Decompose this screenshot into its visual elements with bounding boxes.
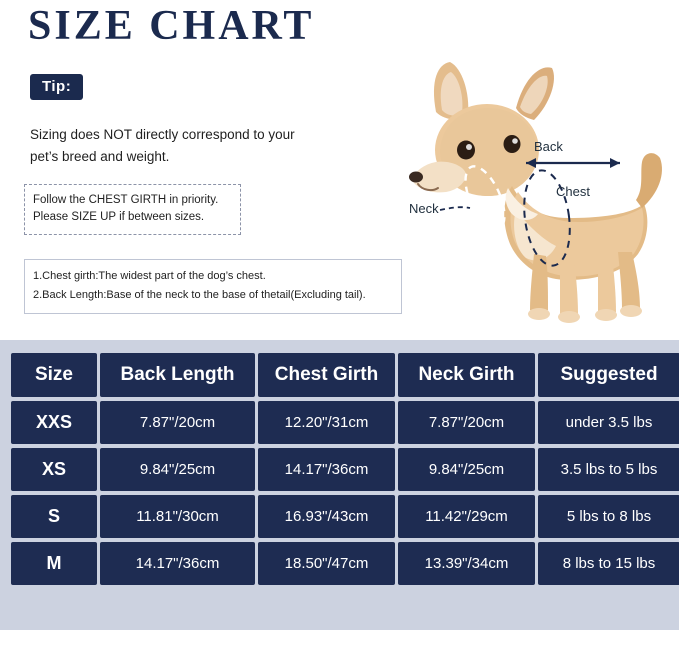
size-table <box>8 349 679 589</box>
column-header-suggested: Suggested <box>538 353 679 397</box>
priority-note-line-2: Please SIZE UP if between sizes. <box>33 211 205 223</box>
table-row <box>11 401 679 444</box>
cell-neck-girth: 9.84"/25cm <box>398 448 535 491</box>
definition-back-length: 2.Back Length:Base of the neck to the base of thetail(Excluding tail). <box>33 289 366 301</box>
label-chest: Chest <box>556 184 590 199</box>
cell-back-length: 7.87"/20cm <box>100 401 255 444</box>
cell-size: S <box>11 495 97 538</box>
priority-note-line-1: Follow the CHEST GIRTH in priority. <box>33 194 219 206</box>
tip-badge: Tip: <box>30 74 83 100</box>
cell-suggested: 3.5 lbs to 5 lbs <box>538 448 679 491</box>
cell-chest-girth: 18.50"/47cm <box>258 542 395 585</box>
cell-size: XS <box>11 448 97 491</box>
measurement-guides-icon <box>392 58 672 333</box>
cell-back-length: 9.84"/25cm <box>100 448 255 491</box>
table-row <box>11 448 679 491</box>
size-table-container <box>0 340 679 630</box>
tip-description-line-1: Sizing does NOT directly correspond to your <box>30 127 295 142</box>
page-title: SIZE CHART <box>28 3 315 49</box>
cell-neck-girth: 13.39"/34cm <box>398 542 535 585</box>
label-neck: Neck <box>409 201 439 216</box>
table-row <box>11 542 679 585</box>
tip-description <box>30 124 360 168</box>
column-header-back-length: Back Length <box>100 353 255 397</box>
table-row <box>11 495 679 538</box>
cell-suggested: 5 lbs to 8 lbs <box>538 495 679 538</box>
cell-size: XXS <box>11 401 97 444</box>
cell-chest-girth: 16.93"/43cm <box>258 495 395 538</box>
priority-note-box <box>24 184 241 235</box>
cell-neck-girth: 7.87"/20cm <box>398 401 535 444</box>
cell-back-length: 11.81"/30cm <box>100 495 255 538</box>
dog-illustration <box>392 58 672 333</box>
definition-chest-girth: 1.Chest girth:The widest part of the dog’s chest. <box>33 270 266 282</box>
cell-suggested: under 3.5 lbs <box>538 401 679 444</box>
cell-suggested: 8 lbs to 15 lbs <box>538 542 679 585</box>
column-header-size: Size <box>11 353 97 397</box>
cell-size: M <box>11 542 97 585</box>
label-back: Back <box>534 139 563 154</box>
column-header-chest-girth: Chest Girth <box>258 353 395 397</box>
cell-chest-girth: 12.20"/31cm <box>258 401 395 444</box>
tip-description-line-2: pet’s breed and weight. <box>30 149 170 164</box>
column-header-neck-girth: Neck Girth <box>398 353 535 397</box>
table-header-row <box>11 353 679 397</box>
cell-chest-girth: 14.17"/36cm <box>258 448 395 491</box>
definitions-box <box>24 259 402 314</box>
cell-neck-girth: 11.42"/29cm <box>398 495 535 538</box>
cell-back-length: 14.17"/36cm <box>100 542 255 585</box>
